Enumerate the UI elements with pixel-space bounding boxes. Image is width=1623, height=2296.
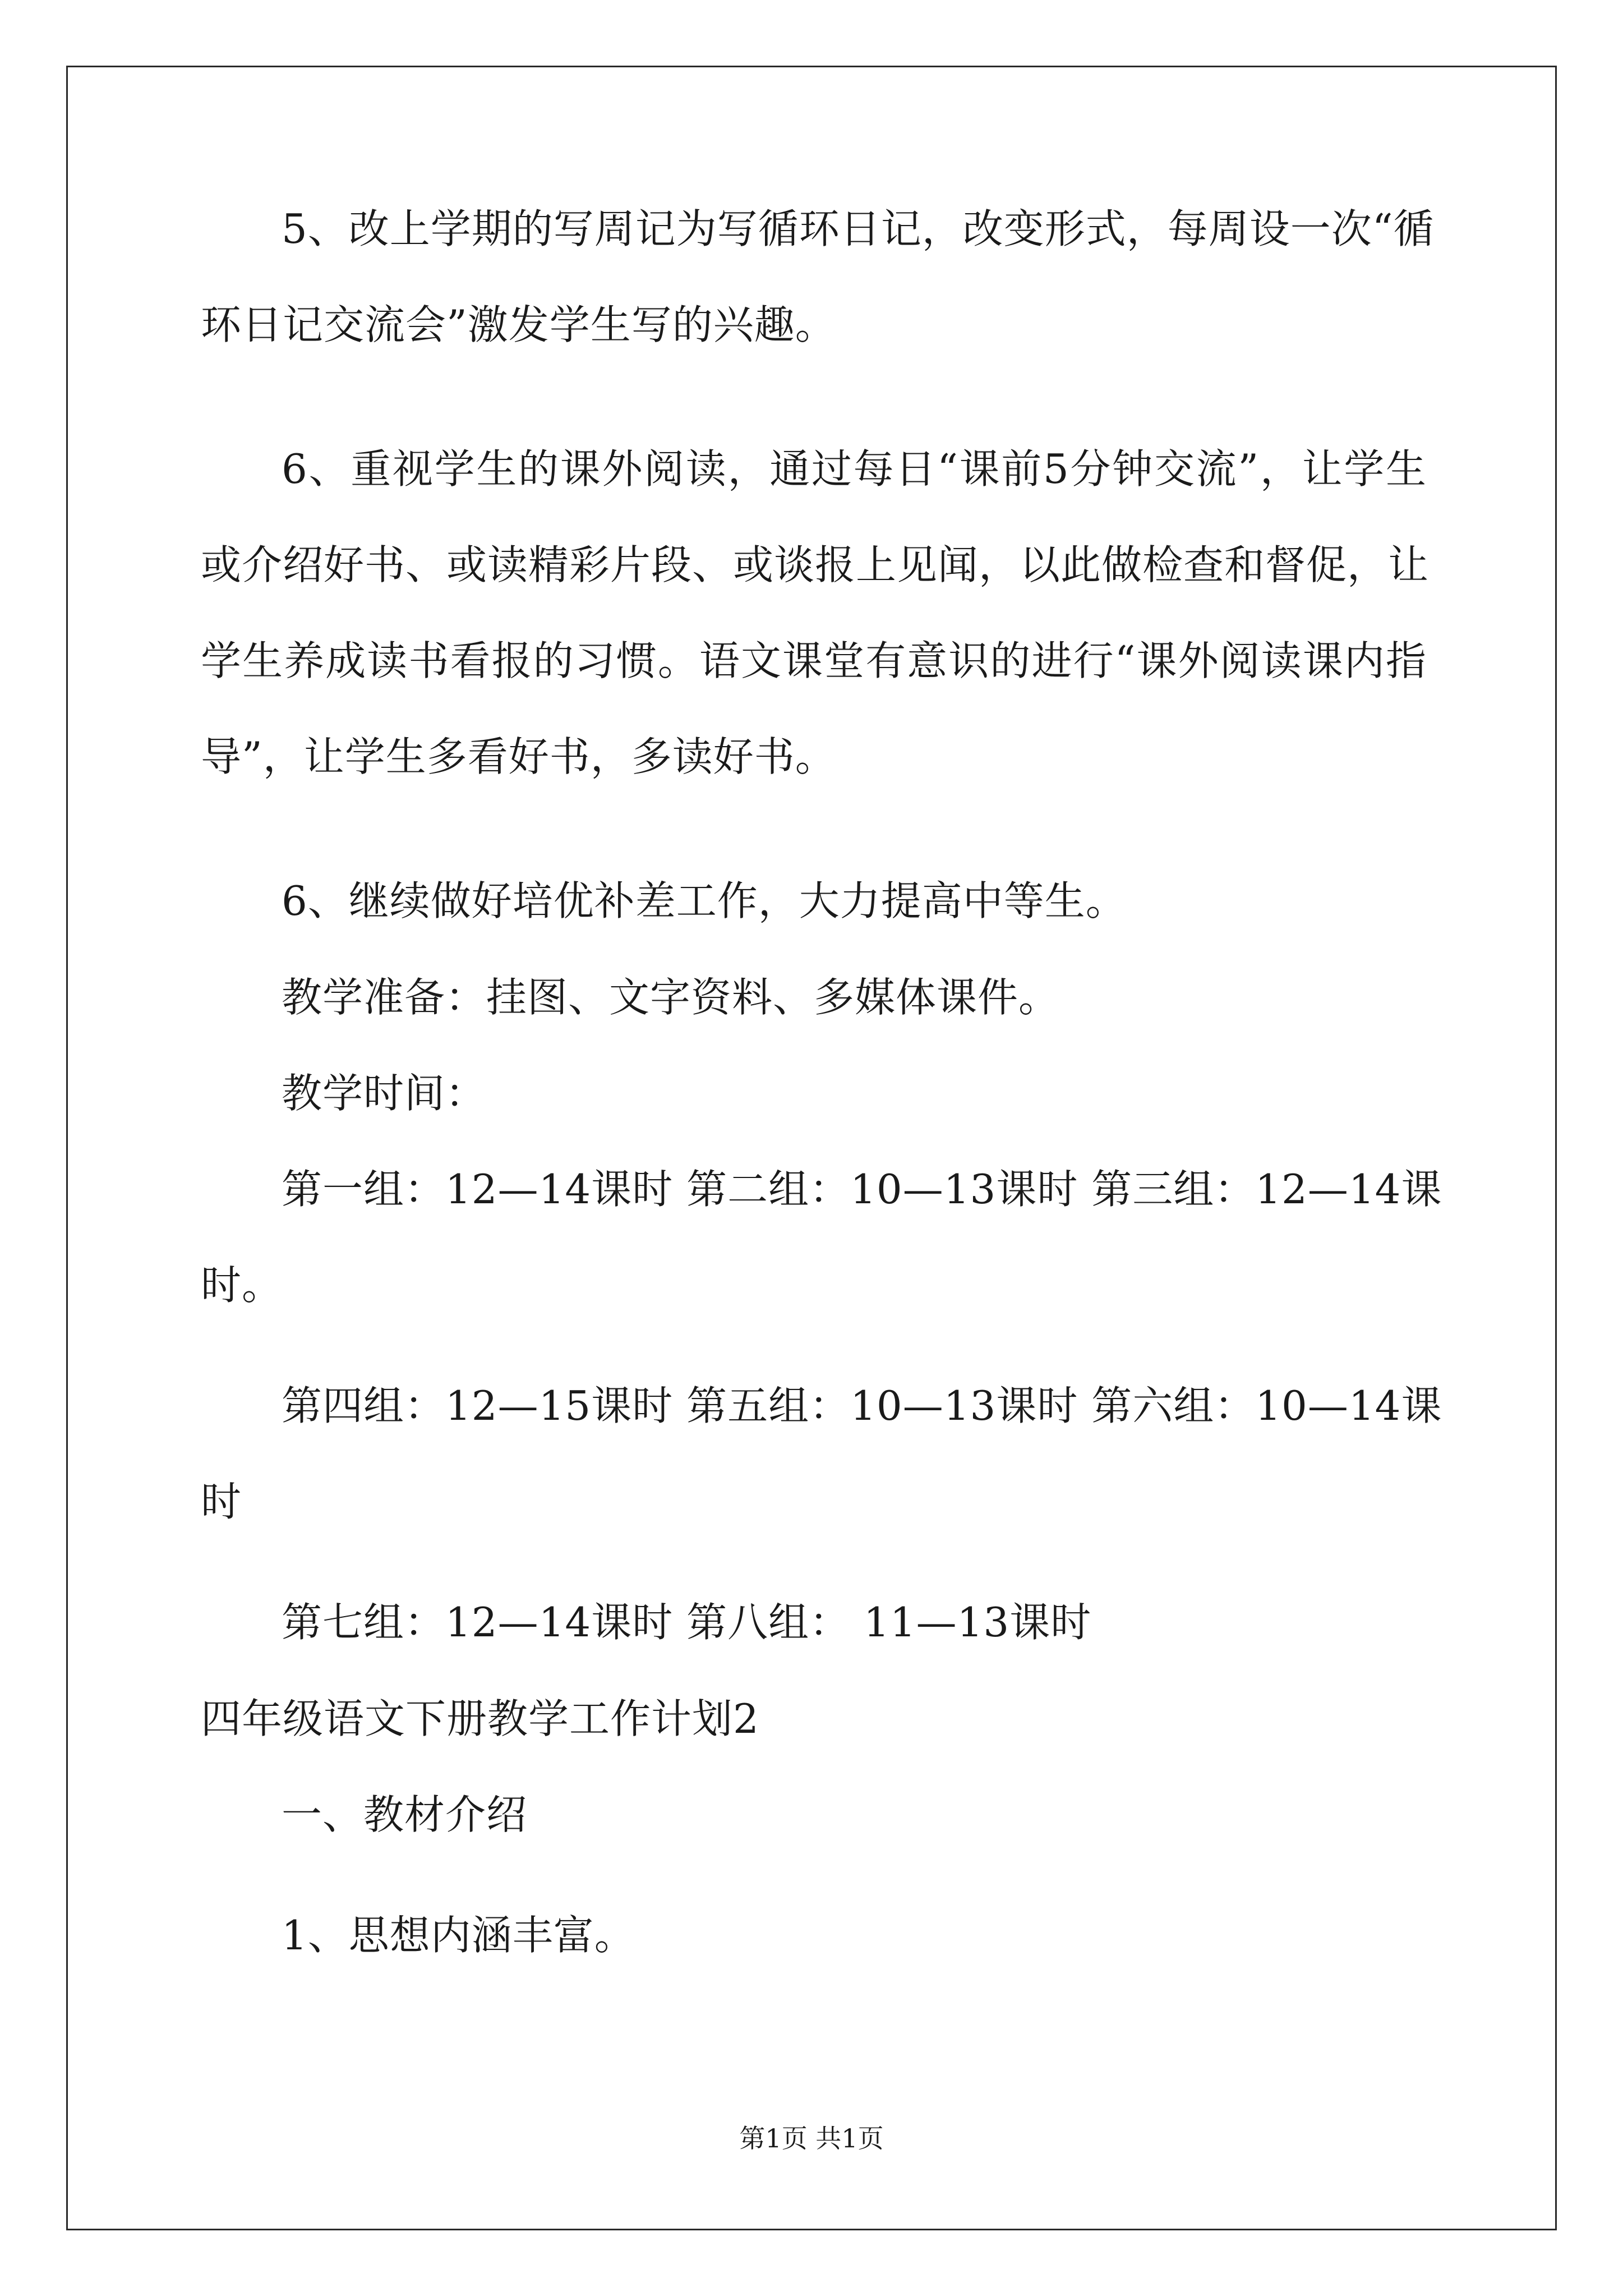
paragraph-line: 或介绍好书、或读精彩片段、或谈报上见闻，以此做检查和督促，让 [201, 541, 1430, 588]
page-number-footer: 第1页 共1页 [739, 2123, 884, 2154]
paragraph-line: 6、重视学生的课外阅读，通过每日“课前5分钟交流”，让学生 [282, 445, 1427, 493]
paragraph-line: 时。 [201, 1262, 283, 1309]
subsection-heading: 一、教材介绍 [282, 1791, 528, 1838]
section-heading: 四年级语文下册教学工作计划2 [201, 1695, 759, 1742]
page-border [66, 66, 1557, 2230]
paragraph-line: 教学时间： [282, 1070, 487, 1117]
paragraph-line: 时 [201, 1478, 242, 1525]
paragraph-line: 1、思想内涵丰富。 [282, 1912, 635, 1959]
paragraph-line: 6、继续做好培优补差工作，大力提高中等生。 [282, 877, 1127, 924]
paragraph-line: 5、改上学期的写周记为写循环日记，改变形式，每周设一次“循 [282, 205, 1435, 252]
paragraph-line: 环日记交流会”激发学生写的兴趣。 [201, 301, 836, 348]
paragraph-line: 第七组：12—14课时 第八组： 11—13课时 [282, 1599, 1092, 1646]
paragraph-line: 导”，让学生多看好书，多读好书。 [201, 733, 836, 780]
paragraph-line: 学生养成读书看报的习惯。语文课堂有意识的进行“课外阅读课内指 [201, 637, 1427, 684]
paragraph-line: 第四组：12—15课时 第五组：10—13课时 第六组：10—14课 [282, 1382, 1442, 1429]
paragraph-line: 教学准备：挂图、文字资料、多媒体课件。 [282, 974, 1060, 1021]
paragraph-line: 第一组：12—14课时 第二组：10—13课时 第三组：12—14课 [282, 1166, 1442, 1213]
